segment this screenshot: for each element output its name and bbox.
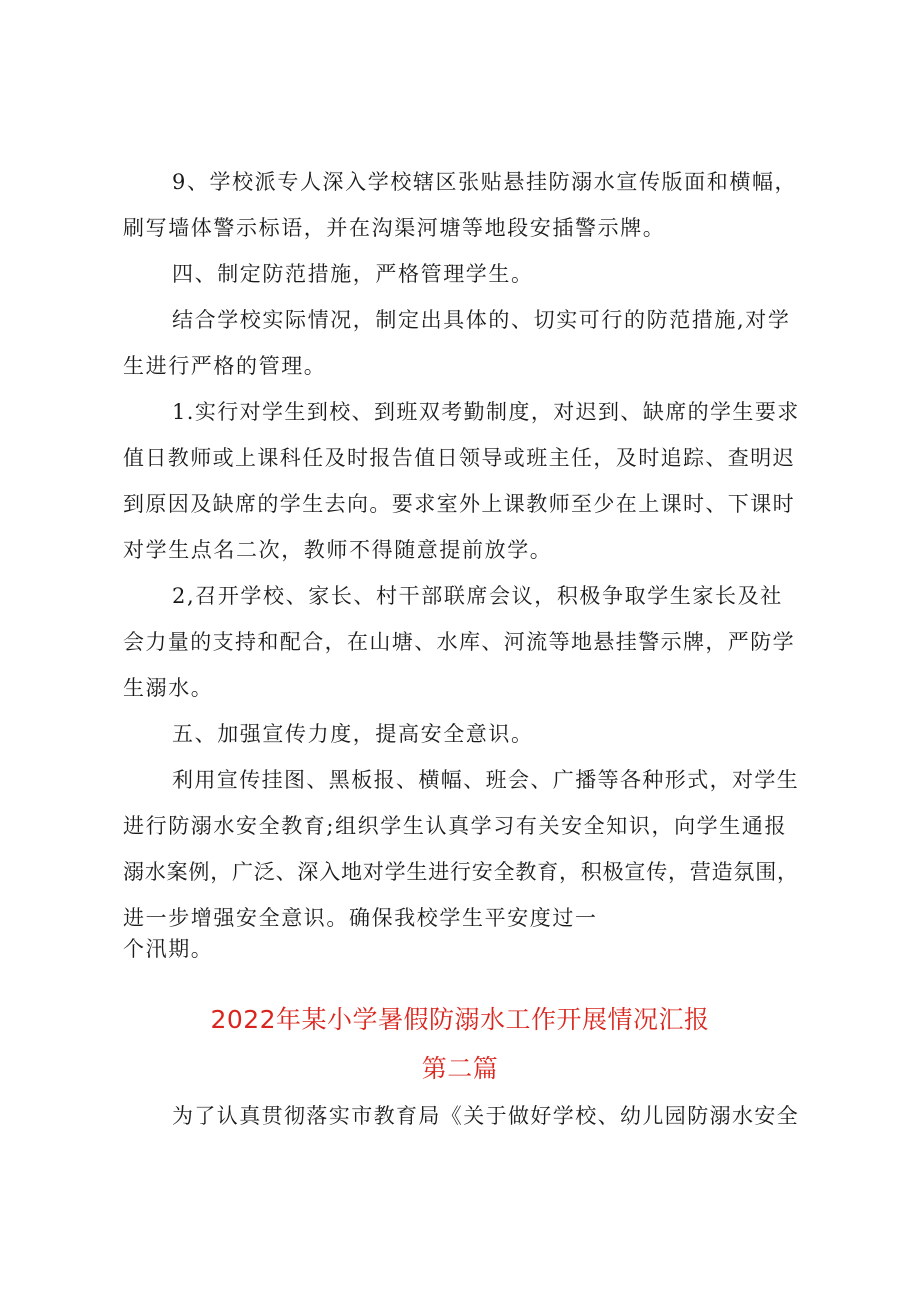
paragraph-line: 生进行严格的管理。	[123, 354, 327, 378]
paragraph-line: 为了认真贯彻落实市教育局《关于做好学校、幼儿园防溺水安全	[172, 1104, 800, 1128]
paragraph-line: 到原因及缺席的学生去向。要求室外上课教师至少在上课时、下课时	[123, 492, 795, 516]
paragraph-line: 9、学校派专人深入学校辖区张贴悬挂防溺水宣传版面和横幅，	[172, 170, 798, 194]
paragraph-line: 利用宣传挂图、黑板报、横幅、班会、广播等各种形式，对学生	[172, 768, 800, 792]
document-title: 2022年某小学暑假防溺水工作开展情况汇报	[210, 1005, 710, 1034]
section-heading: 五、加强宣传力度，提高安全意识。	[172, 722, 534, 746]
paragraph-line: 会力量的支持和配合，在山塘、水库、河流等地悬挂警示牌，严防学	[123, 630, 795, 654]
paragraph-line: 个汛期。	[123, 937, 214, 961]
paragraph-line: 刷写墙体警示标语，并在沟渠河塘等地段安插警示牌。	[123, 216, 666, 240]
paragraph-line: 结合学校实际情况，制定出具体的、切实可行的防范措施,对学	[172, 308, 791, 332]
document-subtitle: 第二篇	[421, 1054, 499, 1083]
paragraph-line: 2,召开学校、家长、村干部联席会议，积极争取学生家长及社	[172, 584, 783, 608]
paragraph-line: 进一步增强安全意识。确保我校学生平安度过一	[123, 906, 598, 930]
paragraph-line: 对学生点名二次，教师不得随意提前放学。	[123, 538, 553, 562]
paragraph-line: 值日教师或上课科任及时报告值日领导或班主任，及时追踪、查明迟	[123, 446, 795, 470]
paragraph-line: 溺水案例，广泛、深入地对学生进行安全教育，积极宣传，营造氛围，	[123, 860, 799, 884]
paragraph-line: 1.实行对学生到校、到班双考勤制度，对迟到、缺席的学生要求	[172, 400, 800, 424]
section-heading: 四、制定防范措施，严格管理学生。	[172, 262, 534, 286]
paragraph-line: 生溺水。	[123, 676, 214, 700]
paragraph-line: 进行防溺水安全教育;组织学生认真学习有关安全知识，向学生通报	[123, 814, 788, 838]
